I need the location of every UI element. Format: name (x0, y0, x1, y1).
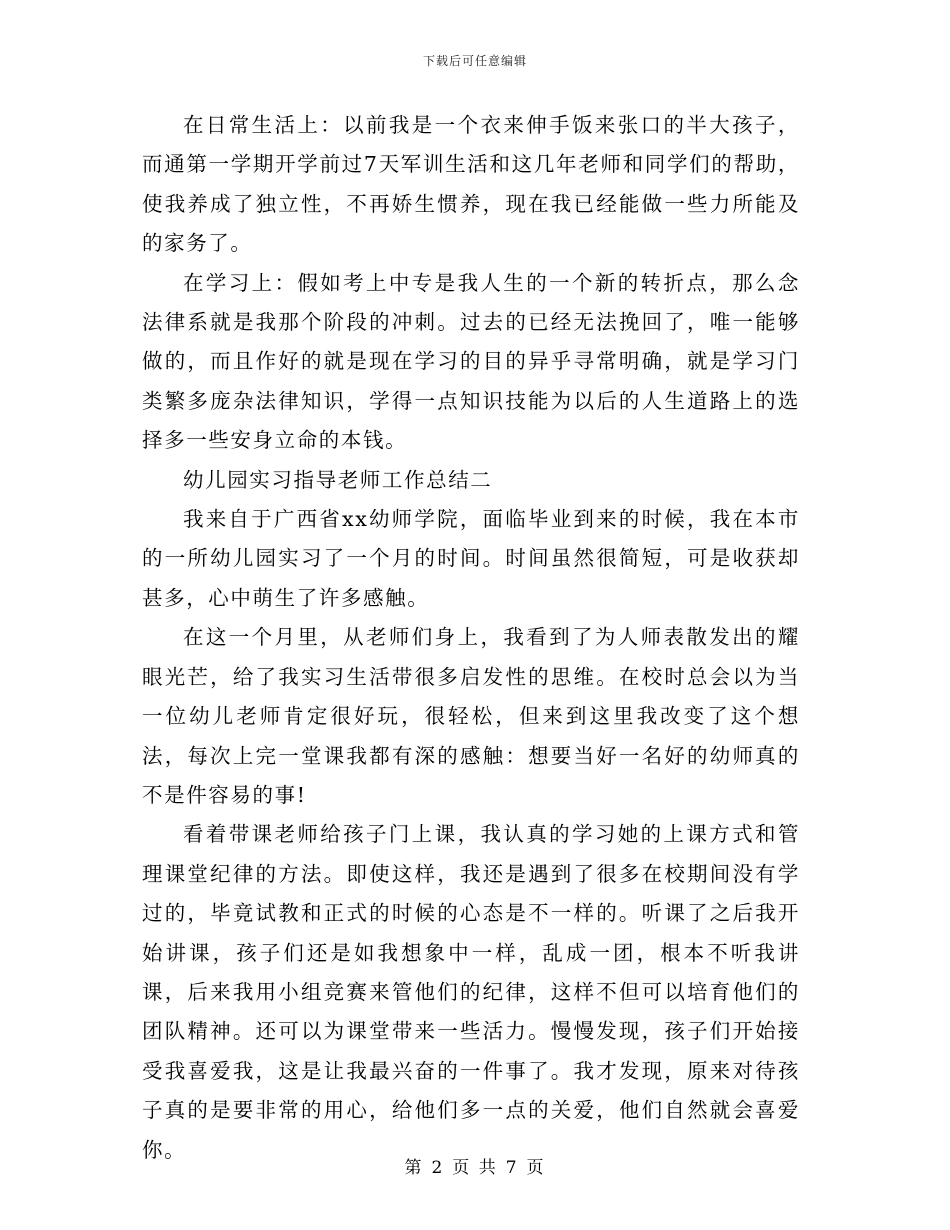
page-header: 下载后可任意编辑 (422, 54, 527, 68)
paragraph-month-reflection: 在这一个月里，从老师们身上，我看到了为人师表散发出的耀眼光芒，给了我实习生活带很多启发性的思维。在校时总会以为当一位幼儿老师肯定很好玩，很轻松，但来到这里我改变了这个想法，每次上完一堂课我都有深的感触：想要当好一名好的幼师真的不是件容易的事! (142, 625, 800, 807)
footer-prefix: 第 (404, 1158, 424, 1178)
section-heading: 幼儿园实习指导老师工作总结二 (183, 467, 493, 492)
footer-current-page: 2 (431, 1158, 445, 1178)
document-body (142, 106, 800, 1170)
footer-middle: 页 共 (452, 1158, 498, 1178)
page-footer (0, 1153, 950, 1178)
footer-suffix: 页 (526, 1158, 546, 1178)
paragraph-daily-life: 在日常生活上：以前我是一个衣来伸手饭来张口的半大孩子，而通第一学期开学前过7天军训生活和这几年老师和同学们的帮助，使我养成了独立性，不再娇生惯养，现在我已经能做一些力所能及的家务了。 (142, 113, 800, 256)
footer-total-pages: 7 (505, 1158, 519, 1178)
paragraph-introduction: 我来自于广西省xx幼师学院，面临毕业到来的时候，我在本市的一所幼儿园实习了一个月的时间。时间虽然很简短，可是收获却甚多，心中萌生了许多感触。 (142, 507, 800, 610)
paragraph-classroom-experience: 看着带课老师给孩子门上课，我认真的学习她的上课方式和管理课堂纪律的方法。即使这样，我还是遇到了很多在校期间没有学过的，毕竟试教和正式的时候的心态是不一样的。听课了之后我开始讲课，孩子们还是如我想象中一样，乱成一团，根本不听我讲课，后来我用小组竞赛来管他们的纪律，这样不但可以培育他们的团队精神。还可以为课堂带来一些活力。慢慢发现，孩子们开始接受我喜爱我，这是让我最兴奋的一件事了。我才发现，原来对待孩子真的是要非常的用心，给他们多一点的关爱，他们自然就会喜爱你。 (142, 822, 800, 1162)
paragraph-study: 在学习上：假如考上中专是我人生的一个新的转折点，那么念法律系就是我那个阶段的冲刺。过去的已经无法挽回了，唯一能够做的，而且作好的就是现在学习的目的异乎寻常明确，就是学习门类繁多庞杂法律知识，学得一点知识技能为以后的人生道路上的选择多一些安身立命的本钱。 (142, 270, 800, 453)
